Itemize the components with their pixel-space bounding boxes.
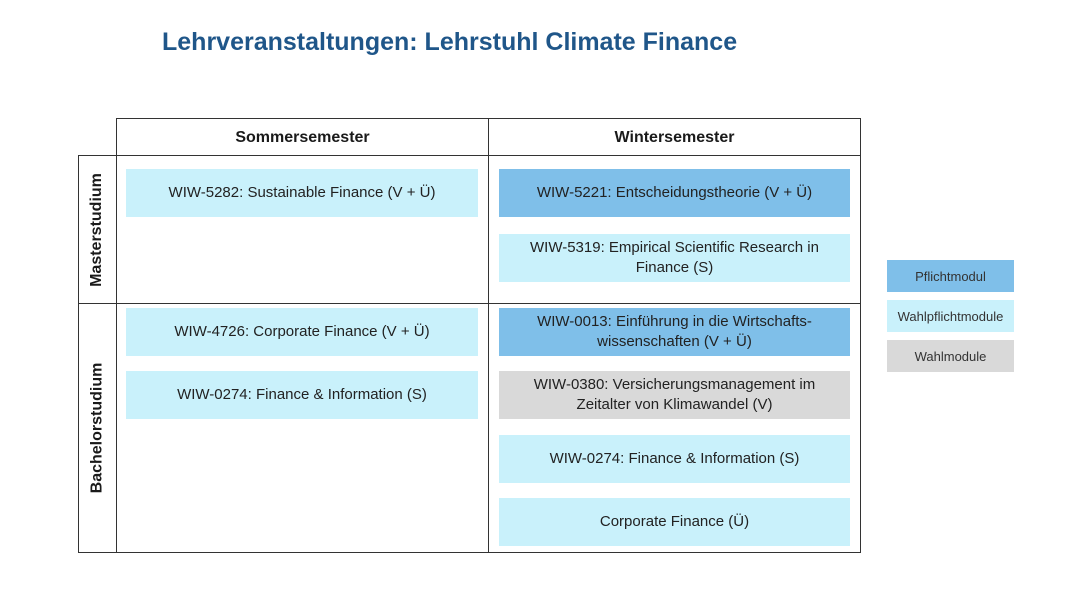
table-row-header-divider (116, 118, 117, 553)
table-border-bottom (78, 552, 861, 553)
course-wiw-5319: WIW-5319: Empirical Scientific Research in Finance (S) (499, 234, 850, 282)
course-wiw-5282: WIW-5282: Sustainable Finance (V + Ü) (126, 169, 478, 217)
course-wiw-0013: WIW-0013: Einführung in die Wirtschafts-wissenschaften (V + Ü) (499, 308, 850, 356)
column-header-winter: Wintersemester (614, 128, 735, 146)
legend-wahlmodule: Wahlmodule (887, 340, 1014, 372)
page-title: Lehrveranstaltungen: Lehrstuhl Climate Finance (162, 28, 738, 56)
table-row-divider (78, 303, 861, 304)
course-wiw-4726: WIW-4726: Corporate Finance (V + Ü) (126, 308, 478, 356)
course-wiw-0380: WIW-0380: Versicherungsmanagement im Zeitalter von Klimawandel (V) (499, 371, 850, 419)
course-wiw-0274-winter: WIW-0274: Finance & Information (S) (499, 435, 850, 483)
row-header-bachelor (78, 304, 116, 552)
row-header-master (78, 156, 116, 303)
course-wiw-0274-summer: WIW-0274: Finance & Information (S) (126, 371, 478, 419)
table-border-right (860, 118, 861, 553)
row-header-master-label: Masterstudium (88, 172, 106, 287)
column-header-summer: Sommersemester (235, 128, 370, 146)
table-column-divider (488, 118, 489, 553)
legend-wahlpflichtmodule: Wahlpflichtmodule (887, 300, 1014, 332)
course-wiw-5221: WIW-5221: Entscheidungstheorie (V + Ü) (499, 169, 850, 217)
row-header-bachelor-label: Bachelorstudium (88, 362, 105, 494)
legend-pflichtmodul: Pflichtmodul (887, 260, 1014, 292)
course-corporate-finance-uebung: Corporate Finance (Ü) (499, 498, 850, 546)
